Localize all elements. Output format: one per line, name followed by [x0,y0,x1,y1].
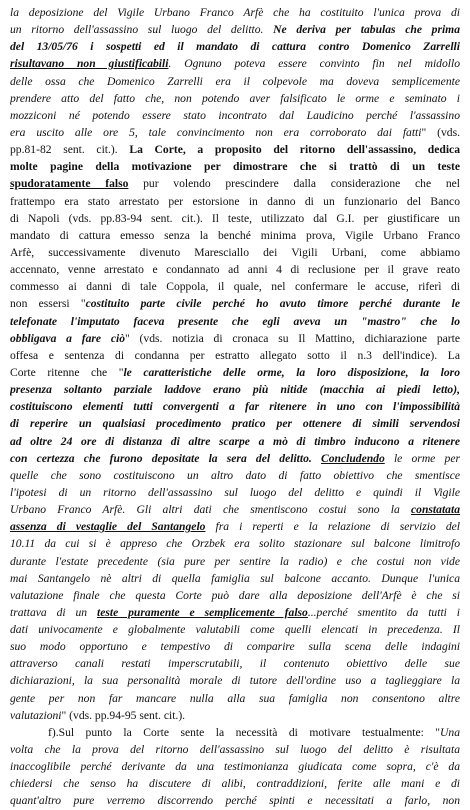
text-run: di reperire un qualsiasi procedimento pratico per ottenere di simili servendosi [10,417,460,431]
text-run: l'ipotesi di un ritorno dell'assassino sul luogo del delitto e quindi il Vigile [10,485,460,499]
text-line [10,672,460,689]
text-line [10,638,460,655]
text-line [10,141,460,158]
text-run: le orme per [384,451,460,465]
text-line [10,724,460,741]
text-line [10,158,460,175]
text-line [10,655,460,672]
text-run: offesa e sentenza di condanna per estratto allegato sotto il n.3 dell'indice). La [10,348,460,362]
text-run: inaccoglibile perché derivante da una testimonianza giudicata come sopra, c'è da [10,760,460,774]
text-line [10,604,460,621]
text-run: mai Santangelo nè altri di quella famiglia sul balcone accanto. Dunque l'unica [10,571,460,585]
text-run: attraverso canali restati imperscrutabili, il contenuto obiettivo delle sue [10,657,460,671]
text-run: Urbano Franco Arfè. Gli altri dati che smentiscono costui sono la [10,503,412,517]
text-line [10,278,460,295]
text-run: fra i reperti e la relazione di servizio del [205,520,460,534]
text-line [10,124,460,141]
text-line [10,415,460,432]
text-line [10,38,460,55]
text-run: mozziconi né potendo essere stato incontrato dal Laudicino perché l'assassino [10,108,460,122]
text-run: dati univocamente e globalmente valutabili come quelli elencati in precedenza. Il [10,623,460,637]
text-run: commesso ai danni di tale Coppola, il quale, nel confermare le accuse, riferì di [10,280,460,294]
text-line [10,313,460,330]
text-line [10,535,460,552]
text-run: valutazione finale che questa Corte può dare alla deposizione dell'Arfè è che si [10,588,460,602]
text-run: assenza di vestaglie del Santangelo [10,520,206,534]
text-line [10,347,460,364]
text-line [10,73,460,90]
text-line [10,244,460,261]
text-run: ...perché smentito da tutti i [307,605,460,619]
text-line [10,295,460,312]
text-run: prendere atto del fatto che, non potendo aver falsificato le orme e seminato i [10,91,460,105]
text-run: quant'altro pure verremo discorrendo perché spinti e necessitati a farlo, non [10,794,460,808]
text-line [10,741,460,758]
text-run: del 13/05/76 i sospetti ed il mandato di cattura contro Domenico Zarrelli [10,40,460,54]
text-line [10,467,460,484]
text-line [10,587,460,604]
text-run: " (vds. notizia di cronaca su Il Mattino, dichiarazione parte [125,331,460,345]
text-run: suo modo opportuno e tempestivo di comparire sulla scena delle indagini [10,640,460,654]
text-run: frattempo era stato arrestato per estorsione in danno di un funzionario del Banco [10,194,460,208]
text-run: f).Sul punto la Corte sente la necessità di motivare testualmente: " [48,725,441,739]
text-line [10,398,460,415]
text-line [10,690,460,707]
text-line [10,330,460,347]
text-run: dichiarazioni, la sua personalità morale di tutore dell'ordine uso a taglieggiare la [10,674,460,688]
text-line [10,175,460,192]
text-line [10,501,460,518]
text-run: constatata [411,503,460,517]
text-run: gente per non far mancare nulla alla sua famiglia non consentono altre [10,691,460,705]
text-run: con certezza che furono depositate la sera del delitto. [10,451,321,465]
text-line [10,381,460,398]
text-run: pp.81-82 sent. cit.). [10,143,130,157]
text-line [10,758,460,775]
text-run: accennato, venne arrestato e condannato ad anni 4 di reclusione per il grave reato [10,263,460,277]
text-run: risultavano non giustificabili [10,57,169,71]
text-run: era uscito alle ore 5, tale convincimento non era corroborato dai fatti [10,125,422,139]
text-line [10,261,460,278]
text-run: Ne deriva per tabulas che prima [273,23,460,37]
text-line [10,621,460,638]
text-run: Corte ritenne che " [10,365,124,379]
text-run: teste puramente e semplicemente falso [97,605,308,619]
text-run: chiedersi che senso ha discutere di alibi, contraddizioni, ferite alle mani e di [10,777,460,791]
text-run: " (vds. [421,125,460,139]
text-run: 10.11 da cui si è appreso che Orzbek era solito stazionare sul balcone limitrofo [10,537,460,551]
text-run: ad oltre 24 ore di distanza di altre scarpe a mò di timbro inducono a ritenere [10,434,460,448]
text-run: telefonate l'imputato faceva presente che egli aveva un "mastro" che lo [10,314,460,328]
text-run: Arfè, successivamente divenuto Maresciallo dei Vigili Urbani, come abbiamo [10,245,460,259]
text-run: Una [440,725,460,739]
text-run: durante l'estate precedente (sia pure per sentire la radio) e che costui non vide [10,554,460,568]
text-run: costituiscono elementi tutti convergenti a far ritenere in uno con l'impossibilità [10,400,460,414]
text-line [10,518,460,535]
text-line [10,484,460,501]
text-run: spudoratamente falso [10,177,129,191]
text-line [10,364,460,381]
text-run: valutazioni [10,708,62,722]
text-run: la deposizione del Vigile Urbano Franco Arfè che ha costituito l'unica prova di [10,6,460,19]
text-line [10,21,460,38]
text-line [10,90,460,107]
text-run: Concludendo [320,451,385,465]
text-run: " (vds. pp.94-95 sent. cit.). [61,708,186,722]
text-run: un ritorno dell'assassino sul luogo del delitto. [10,23,274,37]
text-line [10,433,460,450]
text-run: molte pagine della motivazione per dimostrare che si trattò di un teste [10,160,460,174]
text-line [10,4,460,21]
text-line [10,792,460,809]
text-run: presenza soltanto parziale laddove erano più nitide (macchia ai piedi letto), [10,383,460,397]
text-line [10,553,460,570]
text-run: di Napoli (vds. pp.83-94 sent. cit.). Il teste, utilizzato dal G.I. per giustificare un [10,211,460,225]
text-line [10,227,460,244]
text-run: quelle che sono costituiscono un altro dato di fatto obiettivo che smentisce [10,468,460,482]
text-run: trattava di un [10,605,97,619]
text-line [10,107,460,124]
text-run: delle ossa che Domenico Zarrelli era il colpevole ma doveva semplicemente [10,74,460,88]
text-run: . Ognuno poteva essere convinto fin nel midollo [168,57,460,71]
text-run: pur volendo prescindere dalla considerazione che nel [128,177,460,191]
text-run: obbligava a fare ciò [10,331,126,345]
text-line [10,707,460,724]
text-run: La Corte, a proposito del ritorno dell'assassino, dedica [129,143,460,157]
text-line [10,570,460,587]
text-run: le caratteristiche delle orme, la loro disposizione, la loro [123,365,460,379]
text-line [10,775,460,792]
text-run: non essersi " [10,297,86,311]
text-line [10,210,460,227]
text-line [10,55,460,72]
text-line [10,193,460,210]
text-run: mandato di cattura emesso senza la benché minima prova, Vigile Urbano Franco [10,228,460,242]
text-run: volta che la prova del ritorno dell'assassino sul luogo del delitto è risultata [10,743,460,757]
text-run: costituito parte civile perché ho avuto timore perché durante le [85,297,460,311]
text-line [10,450,460,467]
